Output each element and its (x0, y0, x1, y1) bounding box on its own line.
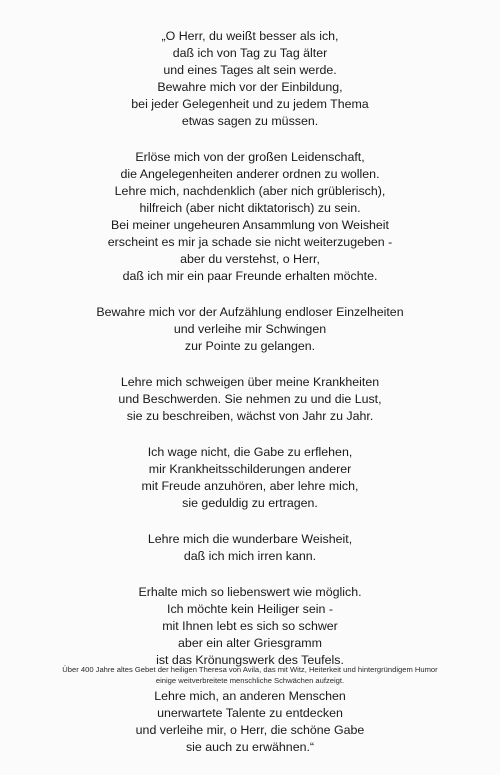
poem-line: sie zu beschreiben, wächst von Jahr zu Jahr. (126, 409, 374, 423)
poem-line: Lehre mich schweigen über meine Krankheiten (120, 375, 380, 389)
poem-line: Bewahre mich vor der Aufzählung endloser Einzelheiten (96, 305, 404, 319)
poem-line: und eines Tages alt sein werde. (163, 63, 337, 77)
poem-line: Bewahre mich vor der Einbildung, (157, 80, 343, 94)
stanza-2 (0, 149, 500, 285)
poem-line: und verleihe mir, o Herr, die schöne Gabe (135, 723, 365, 737)
poem-line: mir Krankheitsschilderungen anderer (148, 462, 352, 476)
poem-line: Erlöse mich von der großen Leidenschaft, (135, 150, 365, 164)
poem-line: daß ich von Tag zu Tag älter (172, 46, 328, 60)
poem-line: bei jeder Gelegenheit und zu jedem Thema (131, 97, 369, 111)
stanza-3 (0, 304, 500, 355)
poem-line: etwas sagen zu müssen. (181, 114, 319, 128)
poem-line: und Beschwerden. Sie nehmen zu und die Lust, (118, 392, 382, 406)
poem-line: mit Freude anzuhören, aber lehre mich, (141, 479, 359, 493)
footnote-line-2: einige weitverbreitete menschliche Schwächen aufzeigt. (155, 676, 345, 685)
poem-line: Bei meiner ungeheuren Ansammlung von Weisheit (110, 218, 390, 232)
poem-line: sie geduldig zu ertragen. (182, 496, 318, 510)
poem-line: mit Ihnen lebt es sich so schwer (162, 619, 338, 633)
poem-line: und verleihe mir Schwingen (173, 322, 327, 336)
poem-line: Ich wage nicht, die Gabe zu erflehen, (147, 445, 353, 459)
stanza-1 (0, 28, 500, 130)
poem-line: aber ein alter Griesgramm (178, 636, 322, 650)
poem-line: daß ich mich irren kann. (183, 549, 317, 563)
poem-line: aber du verstehst, o Herr, (180, 252, 320, 266)
poem-line: „O Herr, du weißt besser als ich, (161, 29, 339, 43)
footnote (0, 664, 500, 686)
poem-line: die Angelegenheiten anderer ordnen zu wollen. (120, 167, 380, 181)
stanza-8 (0, 688, 500, 756)
stanza-6 (0, 531, 500, 565)
poem-line: unerwartete Talente zu entdecken (157, 706, 343, 720)
poem-line: zur Pointe zu gelangen. (184, 339, 316, 353)
poem-line: Lehre mich, nachdenklich (aber nich grüblerisch), (114, 184, 386, 198)
poem-line: ist das Krönungswerk des Teufels. (156, 653, 344, 667)
footnote-line-1: Über 400 Jahre altes Gebet der heiligen Theresa von Avila, das mit Witz, Heiterkeit und hintergründigem Humor (62, 665, 438, 674)
poem-line: sie auch zu erwähnen.“ (185, 740, 315, 754)
stanza-5 (0, 444, 500, 512)
poem-line: erscheint es mir ja schade sie nicht weiterzugeben - (107, 235, 393, 249)
poem-line: Lehre mich, an anderen Menschen (154, 689, 346, 703)
poem-line: Erhalte mich so liebenswert wie möglich. (138, 585, 362, 599)
poem-line: hilfreich (aber nicht diktatorisch) zu sein. (139, 201, 361, 215)
stanza-7 (0, 584, 500, 669)
poem-line: daß ich mir ein paar Freunde erhalten möchte. (122, 269, 378, 283)
poem-line: Ich möchte kein Heiliger sein - (167, 602, 333, 616)
poem (0, 28, 500, 775)
poem-line: Lehre mich die wunderbare Weisheit, (147, 532, 353, 546)
stanza-4 (0, 374, 500, 425)
